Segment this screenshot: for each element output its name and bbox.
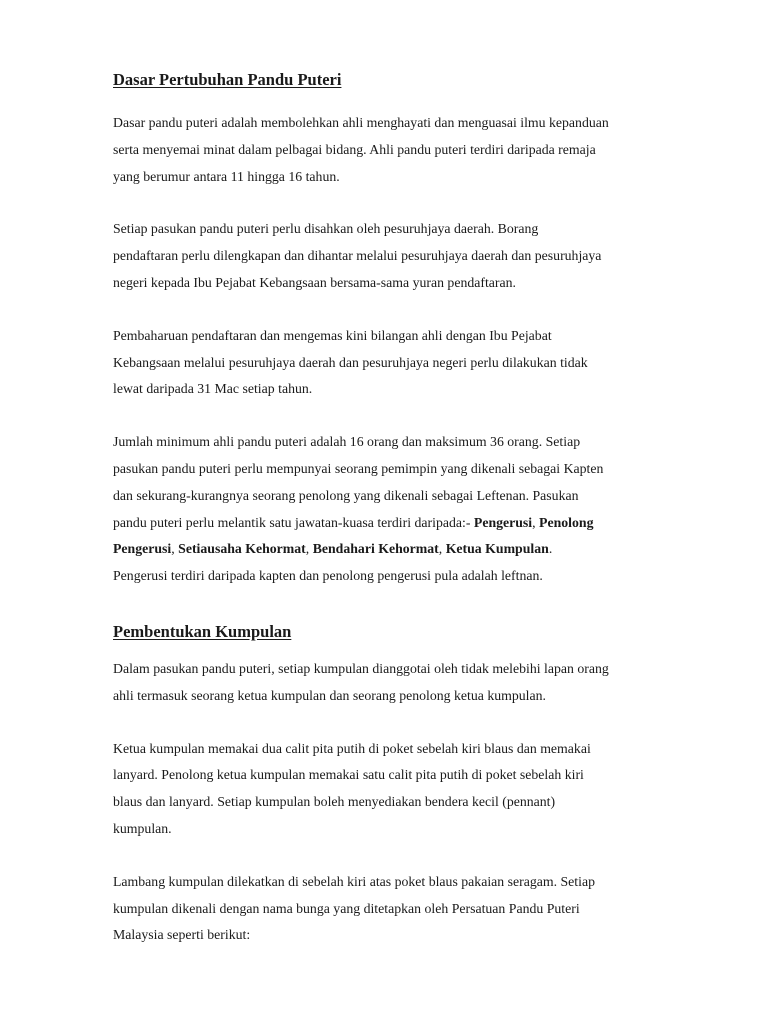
text-line: Kebangsaan melalui pesuruhjaya daerah dan pesuruhjaya negeri perlu dilakukan tidak (113, 354, 588, 370)
text-line (113, 510, 658, 537)
paragraph-lambang (113, 869, 658, 949)
section-heading-dasar: Dasar Pertubuhan Pandu Puteri (113, 70, 342, 89)
text-line: Jumlah minimum ahli pandu puteri adalah 16 orang dan maksimum 36 orang. Setiap (113, 434, 581, 450)
text-line: pasukan pandu puteri perlu mempunyai seorang pemimpin yang dikenali sebagai Kapten (113, 460, 604, 476)
text-line: yang berumur antara 11 hingga 16 tahun. (113, 168, 340, 184)
text-line: serta menyemai minat dalam pelbagai bidang. Ahli pandu puteri terdiri daripada remaja (113, 141, 596, 157)
text-line: kumpulan dikenali dengan nama bunga yang ditetapkan oleh Persatuan Pandu Puteri (113, 900, 580, 916)
text-line: Malaysia seperti berikut: (113, 927, 251, 943)
separator: , (532, 514, 540, 530)
section-heading-pembentukan: Pembentukan Kumpulan (113, 621, 292, 641)
text-line: lanyard. Penolong ketua kumpulan memakai satu calit pita putih di poket sebelah kiri (113, 767, 584, 783)
inline-text: pandu puteri perlu melantik satu jawatan-kuasa terdiri daripada:- (113, 514, 474, 530)
bold-term-setiausaha: Setiausaha Kehormat (178, 541, 306, 557)
text-line: Dasar pandu puteri adalah membolehkan ahli menghayati dan menguasai ilmu kepanduan (113, 115, 609, 130)
separator: . (548, 541, 553, 557)
separator: , (305, 541, 313, 557)
paragraph-dasar (113, 110, 658, 190)
text-line: Ketua kumpulan memakai dua calit pita putih di poket sebelah kiri blaus dan memakai (113, 740, 591, 756)
bold-term-ketua-kumpulan: Ketua Kumpulan (445, 541, 549, 557)
text-line: pendaftaran perlu dilengkapan dan dihantar melalui pesuruhjaya daerah dan pesuruhjaya (113, 248, 602, 264)
text-line: dan sekurang-kurangnya seorang penolong yang dikenali sebagai Leftenan. Pasukan (113, 487, 579, 503)
text-line: negeri kepada Ibu Pejabat Kebangsaan bersama-sama yuran pendaftaran. (113, 274, 516, 290)
bold-term-penolong: Penolong (539, 514, 594, 530)
separator: , (438, 541, 446, 557)
document-page (113, 64, 658, 975)
text-line: Lambang kumpulan dilekatkan di sebelah kiri atas poket blaus pakaian seragam. Setiap (113, 873, 595, 889)
text-line: Setiap pasukan pandu puteri perlu disahkan oleh pesuruhjaya daerah. Borang (113, 221, 539, 237)
text-line: Pengerusi terdiri daripada kapten dan penolong pengerusi pula adalah leftnan. (113, 568, 543, 584)
text-line: blaus dan lanyard. Setiap kumpulan boleh menyediakan bendera kecil (pennant) (113, 794, 556, 810)
paragraph-jawatankuasa (113, 429, 658, 590)
text-line: Dalam pasukan pandu puteri, setiap kumpulan dianggotai oleh tidak melebihi lapan orang (113, 660, 609, 676)
bold-term-bendahari: Bendahari Kehormat (312, 541, 439, 557)
text-line: Pembaharuan pendaftaran dan mengemas kini bilangan ahli dengan Ibu Pejabat (113, 327, 552, 343)
text-line (113, 536, 658, 563)
paragraph-pengesahan (113, 216, 658, 296)
separator: , (171, 541, 179, 557)
text-line: kumpulan. (113, 820, 172, 836)
paragraph-kumpulan (113, 656, 658, 710)
text-line: lewat daripada 31 Mac setiap tahun. (113, 381, 313, 397)
text-line: ahli termasuk seorang ketua kumpulan dan seorang penolong ketua kumpulan. (113, 687, 546, 703)
bold-term-pengerusi: Pengerusi (113, 541, 172, 557)
paragraph-ketua-kumpulan (113, 736, 658, 843)
paragraph-pembaharuan (113, 323, 658, 403)
bold-term-pengerusi: Pengerusi (473, 514, 533, 530)
